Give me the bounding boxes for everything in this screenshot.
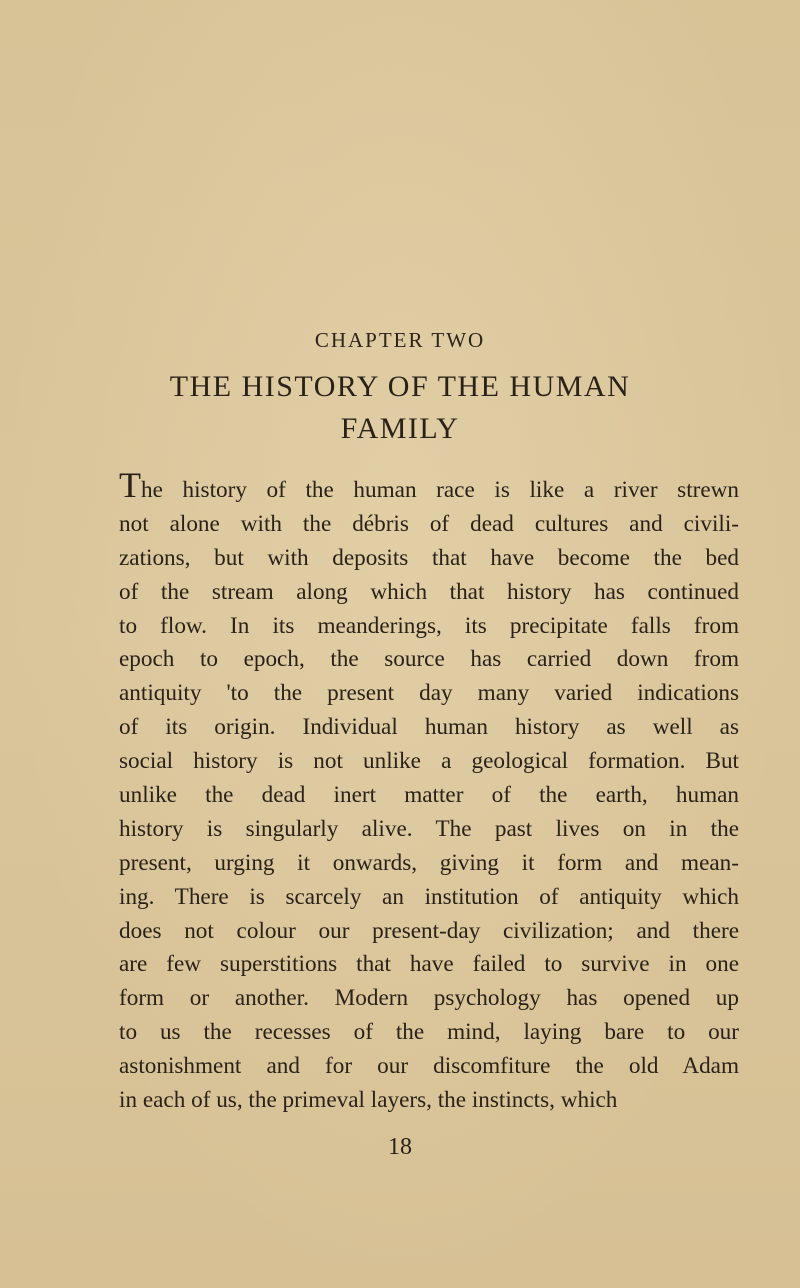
text-line-19: in each of us, the primeval layers, the instincts, which <box>119 1087 618 1114</box>
body-paragraph <box>119 465 739 1118</box>
text-line-15: are few superstitions that have failed to survive in one <box>119 951 739 978</box>
text-line-12: present, urging it onwards, giving it form and mean- <box>119 849 739 876</box>
text-line-9: social history is not unlike a geological formation. But <box>119 748 739 775</box>
text-line-11: history is singularly alive. The past lives on in the <box>119 815 739 842</box>
chapter-label: CHAPTER TWO <box>314 328 486 352</box>
text-line-5: to flow. In its meanderings, its precipitate falls from <box>119 612 739 639</box>
text-line-13: ing. There is scarcely an institution of antiquity which <box>119 883 739 910</box>
text-line-10: unlike the dead inert matter of the earth, human <box>119 782 739 809</box>
text-line-2: not alone with the débris of dead cultures and civili- <box>119 510 739 537</box>
text-line-17: to us the recesses of the mind, laying bare to our <box>119 1019 739 1046</box>
text-line-4: of the stream along which that history has continued <box>119 578 739 605</box>
text-line-16: form or another. Modern psychology has opened up <box>119 985 739 1012</box>
text-line-1-rest: he history of the human race is like a river strewn <box>141 477 739 503</box>
text-line-3: zations, but with deposits that have become the bed <box>119 544 739 571</box>
page-number: 18 <box>388 1134 412 1160</box>
text-line-1 <box>119 465 739 508</box>
text-line-7: antiquity 'to the present day many varied indications <box>119 680 739 707</box>
drop-cap: T <box>119 465 141 505</box>
text-line-8: of its origin. Individual human history as well as <box>119 714 739 741</box>
chapter-title-line-1: THE HISTORY OF THE HUMAN <box>169 370 631 403</box>
text-line-6: epoch to epoch, the source has carried down from <box>119 646 739 673</box>
chapter-title-line-2: FAMILY <box>340 412 460 445</box>
text-line-14: does not colour our present-day civilization; and there <box>119 917 739 944</box>
text-line-18: astonishment and for our discomfiture the old Adam <box>119 1053 739 1080</box>
chapter-title <box>0 366 800 450</box>
